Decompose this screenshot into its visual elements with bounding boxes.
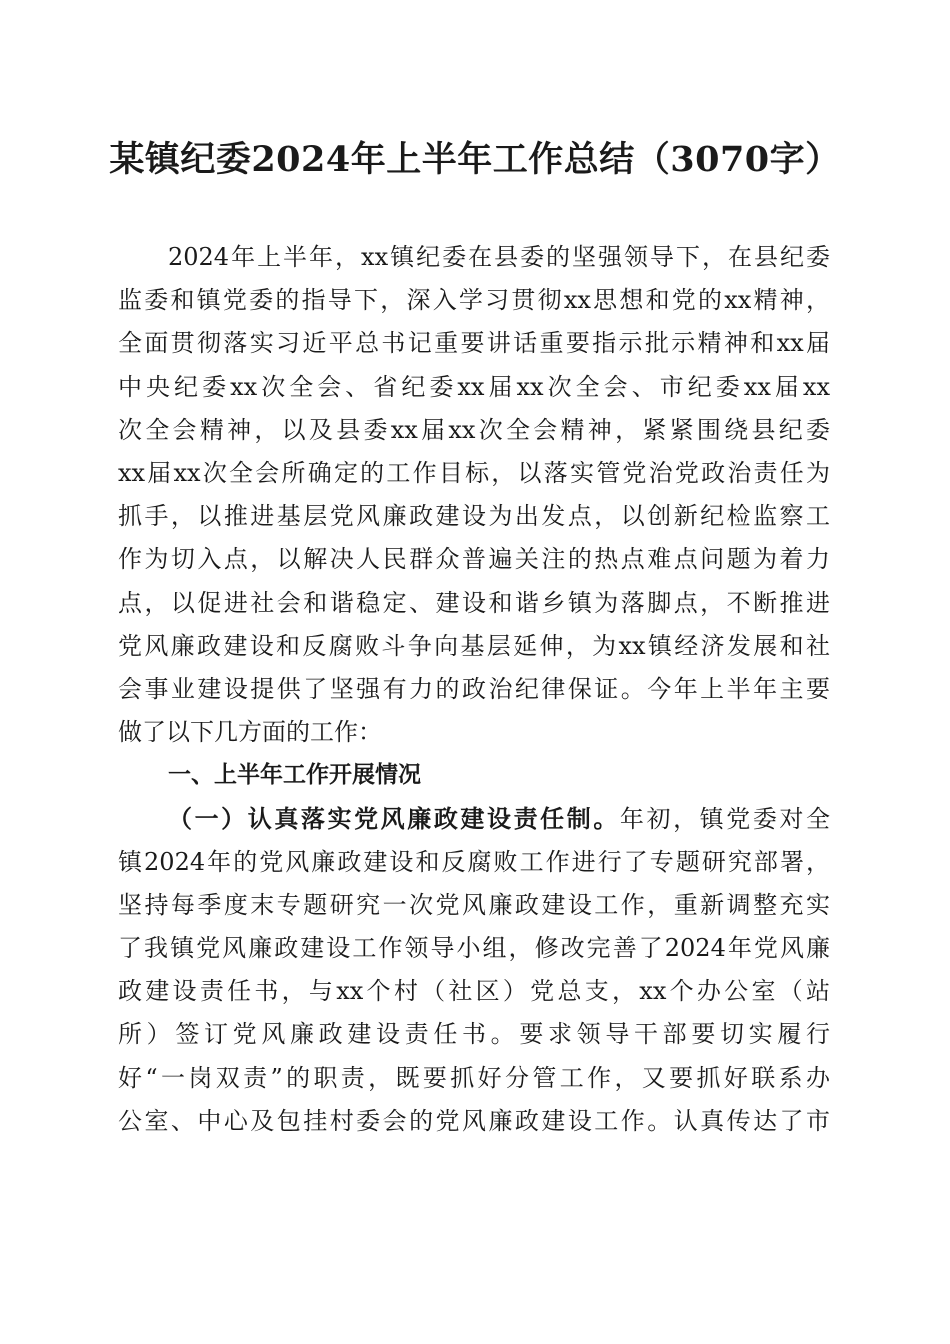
paragraph-line: 公室、中心及包挂村委会的党风廉政建设工作。认真传达了市 — [118, 1106, 830, 1135]
section-heading: 一、上半年工作开展情况 — [168, 762, 421, 789]
paragraph-line: 镇2024年的党风廉政建设和反腐败工作进行了专题研究部署， — [118, 847, 830, 876]
document-title: 某镇纪委2024年上半年工作总结（3070字） — [109, 139, 841, 180]
paragraph-line: 2024年上半年，xx镇纪委在县委的坚强领导下，在县纪委 — [168, 243, 830, 271]
paragraph-line: 全面贯彻落实习近平总书记重要讲话重要指示批示精神和xx届 — [118, 329, 830, 358]
paragraph-first-line — [118, 797, 830, 840]
paragraph-lead-rest: 年初，镇党委对全 — [619, 805, 830, 834]
paragraph-line: 会事业建设提供了坚强有力的政治纪律保证。今年上半年主要 — [118, 674, 830, 703]
paragraph-line: 监委和镇党委的指导下，深入学习贯彻xx思想和党的xx精神， — [118, 286, 830, 315]
paragraph-line: 了我镇党风廉政建设工作领导小组，修改完善了2024年党风廉 — [118, 934, 830, 962]
document-body — [118, 236, 830, 1143]
paragraph-line: 做了以下几方面的工作： — [118, 718, 382, 747]
paragraph-line: 好“一岗双责”的职责，既要抓好分管工作，又要抓好联系办 — [118, 1063, 830, 1092]
paragraph-line: 抓手，以推进基层党风廉政建设为出发点，以创新纪检监察工 — [118, 502, 830, 531]
paragraph-line: 党风廉政建设和反腐败斗争向基层延伸，为xx镇经济发展和社 — [118, 631, 830, 660]
paragraph-line: 作为切入点，以解决人民群众普遍关注的热点难点问题为着力 — [118, 545, 830, 574]
paragraph-line: xx届xx次全会所确定的工作目标，以落实管党治党政治责任为 — [118, 458, 830, 487]
paragraph-lead: （一）认真落实党风廉政建设责任制。 — [168, 804, 620, 834]
paragraph-line: 政建设责任书，与xx个村（社区）党总支，xx个办公室（站 — [118, 977, 830, 1006]
paragraph-line: 次全会精神，以及县委xx届xx次全会精神，紧紧围绕县纪委 — [118, 415, 830, 444]
paragraph-line: 所）签订党风廉政建设责任书。要求领导干部要切实履行 — [118, 1020, 830, 1049]
paragraph-line: 坚持每季度末专题研究一次党风廉政建设工作，重新调整充实 — [118, 890, 830, 919]
paragraph-line: 点，以促进社会和谐稳定、建设和谐乡镇为落脚点，不断推进 — [118, 588, 830, 617]
paragraph-line: 中央纪委xx次全会、省纪委xx届xx次全会、市纪委xx届xx — [118, 372, 830, 401]
